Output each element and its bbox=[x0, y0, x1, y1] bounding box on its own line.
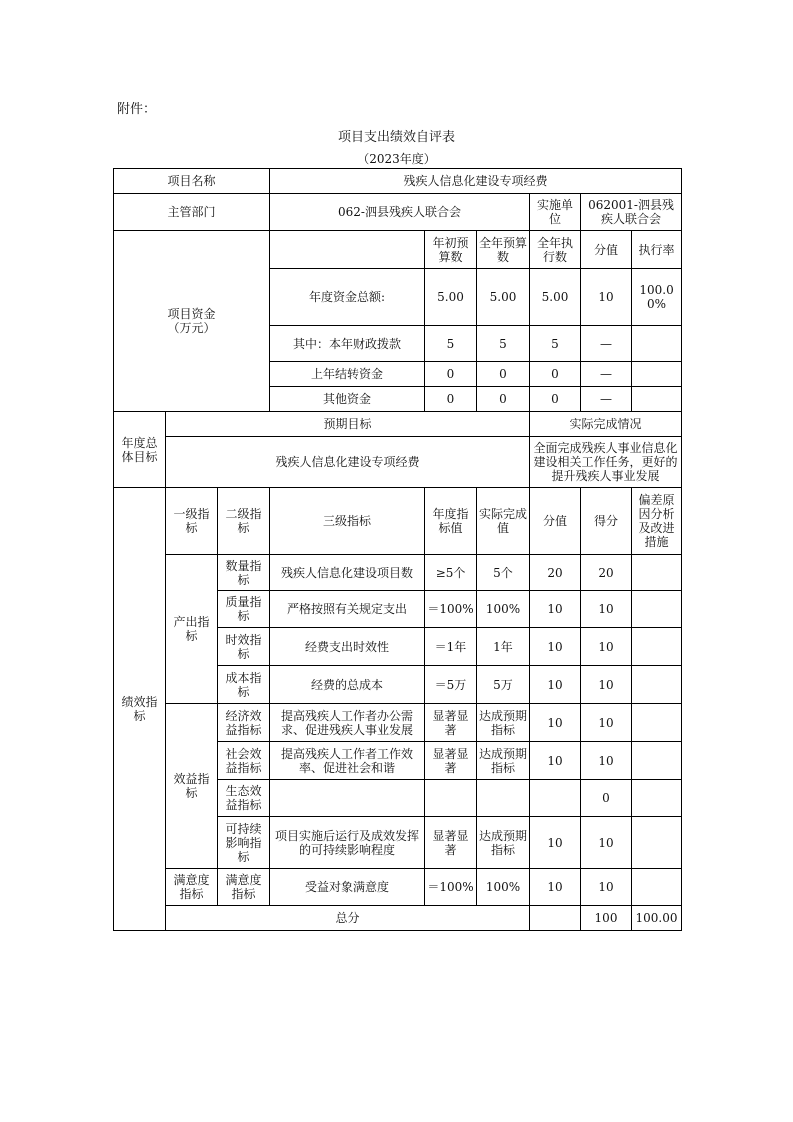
level3-indicator: 提高残疾人工作者办公需求、促进残疾人事业发展 bbox=[270, 704, 425, 742]
form-title: 项目支出绩效自评表 bbox=[337, 130, 455, 145]
score: 10 bbox=[581, 666, 632, 704]
funds-cell bbox=[632, 387, 682, 412]
funds-cell bbox=[632, 326, 682, 362]
score: 10 bbox=[581, 628, 632, 666]
score: 10 bbox=[581, 817, 632, 869]
funds-cell: 10 bbox=[581, 269, 632, 326]
score-value: 10 bbox=[530, 704, 581, 742]
deviation-note bbox=[632, 591, 682, 628]
indicator-header: 得分 bbox=[581, 488, 632, 555]
actual-value: 5个 bbox=[477, 555, 530, 591]
deviation-note bbox=[632, 666, 682, 704]
actual-result-label: 实际完成情况 bbox=[530, 412, 682, 437]
annual-goal-label: 年度总体目标 bbox=[114, 412, 166, 488]
deviation-note bbox=[632, 742, 682, 780]
score-value: 10 bbox=[530, 742, 581, 780]
level1-indicator: 满意度指标 bbox=[166, 869, 218, 906]
funds-cell: 0 bbox=[530, 362, 581, 387]
funds-cell: 5.00 bbox=[425, 269, 477, 326]
score: 0 bbox=[581, 780, 632, 817]
score-value: 20 bbox=[530, 555, 581, 591]
funds-cell: 5 bbox=[530, 326, 581, 362]
total-empty bbox=[530, 906, 581, 931]
funds-header: 全年预算数 bbox=[477, 231, 530, 269]
indicator-header: 一级指标 bbox=[166, 488, 218, 555]
actual-value: 100% bbox=[477, 591, 530, 628]
score-value: 10 bbox=[530, 666, 581, 704]
level2-indicator: 时效指标 bbox=[218, 628, 270, 666]
dept-value: 062-泗县残疾人联合会 bbox=[270, 194, 530, 231]
level1-indicator: 效益指标 bbox=[166, 704, 218, 869]
dept-label: 主管部门 bbox=[114, 194, 270, 231]
funds-cell: 100.00% bbox=[632, 269, 682, 326]
score: 10 bbox=[581, 591, 632, 628]
target-value: 显著显著 bbox=[425, 704, 477, 742]
target-value bbox=[425, 780, 477, 817]
level3-indicator: 严格按照有关规定支出 bbox=[270, 591, 425, 628]
level2-indicator: 成本指标 bbox=[218, 666, 270, 704]
indicator-header: 偏差原因分析及改进措施 bbox=[632, 488, 682, 555]
expected-goal: 残疾人信息化建设专项经费 bbox=[166, 437, 530, 488]
deviation-note bbox=[632, 817, 682, 869]
level2-indicator: 数量指标 bbox=[218, 555, 270, 591]
funds-header: 年初预算数 bbox=[425, 231, 477, 269]
funds-row-name: 其他资金 bbox=[270, 387, 425, 412]
level3-indicator: 残疾人信息化建设项目数 bbox=[270, 555, 425, 591]
indicator-header: 年度指标值 bbox=[425, 488, 477, 555]
funds-header: 全年执行数 bbox=[530, 231, 581, 269]
score-value: 10 bbox=[530, 628, 581, 666]
score-value: 10 bbox=[530, 817, 581, 869]
target-value: ＝1年 bbox=[425, 628, 477, 666]
funds-row-name: 上年结转资金 bbox=[270, 362, 425, 387]
level2-indicator: 生态效益指标 bbox=[218, 780, 270, 817]
target-value: ＝100% bbox=[425, 869, 477, 906]
score-value: 10 bbox=[530, 591, 581, 628]
deviation-note bbox=[632, 555, 682, 591]
funds-cell: — bbox=[581, 326, 632, 362]
form-year: （2023年度） bbox=[357, 152, 436, 166]
funds-row-name: 年度资金总额: bbox=[270, 269, 425, 326]
self-evaluation-table bbox=[113, 168, 682, 931]
actual-value: 100% bbox=[477, 869, 530, 906]
actual-value: 1年 bbox=[477, 628, 530, 666]
deviation-note bbox=[632, 628, 682, 666]
actual-value: 达成预期指标 bbox=[477, 742, 530, 780]
funds-cell: 0 bbox=[425, 362, 477, 387]
funds-cell: — bbox=[581, 387, 632, 412]
attachment-label: 附件： bbox=[117, 102, 157, 117]
actual-value bbox=[477, 780, 530, 817]
total-score: 100.00 bbox=[632, 906, 682, 931]
impl-label: 实施单位 bbox=[530, 194, 581, 231]
target-value: ＝100% bbox=[425, 591, 477, 628]
indicator-header: 实际完成值 bbox=[477, 488, 530, 555]
actual-value: 5万 bbox=[477, 666, 530, 704]
funds-cell: 5.00 bbox=[477, 269, 530, 326]
performance-indicators-label: 绩效指标 bbox=[114, 488, 166, 931]
level3-indicator: 经费支出时效性 bbox=[270, 628, 425, 666]
score: 10 bbox=[581, 742, 632, 780]
level3-indicator: 经费的总成本 bbox=[270, 666, 425, 704]
funds-row-name: 其中：本年财政拨款 bbox=[270, 326, 425, 362]
total-label: 总分 bbox=[166, 906, 530, 931]
actual-result: 全面完成残疾人事业信息化建设相关工作任务，更好的提升残疾人事业发展 bbox=[530, 437, 682, 488]
level1-indicator: 产出指标 bbox=[166, 555, 218, 704]
level2-indicator: 经济效益指标 bbox=[218, 704, 270, 742]
actual-value: 达成预期指标 bbox=[477, 704, 530, 742]
target-value: ≥5个 bbox=[425, 555, 477, 591]
funds-cell: 5 bbox=[425, 326, 477, 362]
total-value: 100 bbox=[581, 906, 632, 931]
target-value: ＝5万 bbox=[425, 666, 477, 704]
funds-cell: 5.00 bbox=[530, 269, 581, 326]
level2-indicator: 满意度指标 bbox=[218, 869, 270, 906]
deviation-note bbox=[632, 704, 682, 742]
funds-cell: 0 bbox=[477, 387, 530, 412]
project-name: 残疾人信息化建设专项经费 bbox=[270, 169, 682, 194]
score: 20 bbox=[581, 555, 632, 591]
indicator-header: 分值 bbox=[530, 488, 581, 555]
target-value: 显著显著 bbox=[425, 742, 477, 780]
deviation-note bbox=[632, 869, 682, 906]
funds-header: 分值 bbox=[581, 231, 632, 269]
funds-cell: 5 bbox=[477, 326, 530, 362]
level2-indicator: 社会效益指标 bbox=[218, 742, 270, 780]
actual-value: 达成预期指标 bbox=[477, 817, 530, 869]
level3-indicator: 受益对象满意度 bbox=[270, 869, 425, 906]
expected-goal-label: 预期目标 bbox=[166, 412, 530, 437]
indicator-header: 二级指标 bbox=[218, 488, 270, 555]
funds-cell: 0 bbox=[425, 387, 477, 412]
impl-value: 062001-泗县残疾人联合会 bbox=[581, 194, 682, 231]
score-value: 10 bbox=[530, 869, 581, 906]
level3-indicator bbox=[270, 780, 425, 817]
level3-indicator: 项目实施后运行及成效发挥的可持续影响程度 bbox=[270, 817, 425, 869]
target-value: 显著显著 bbox=[425, 817, 477, 869]
project-name-label: 项目名称 bbox=[114, 169, 270, 194]
funds-cell: 0 bbox=[477, 362, 530, 387]
score-value bbox=[530, 780, 581, 817]
funds-corner bbox=[270, 231, 425, 269]
deviation-note bbox=[632, 780, 682, 817]
funds-header: 执行率 bbox=[632, 231, 682, 269]
funds-label: 项目资金 （万元） bbox=[114, 231, 270, 412]
score: 10 bbox=[581, 704, 632, 742]
funds-cell: 0 bbox=[530, 387, 581, 412]
level3-indicator: 提高残疾人工作者工作效率、促进社会和谐 bbox=[270, 742, 425, 780]
funds-cell bbox=[632, 362, 682, 387]
score: 10 bbox=[581, 869, 632, 906]
level2-indicator: 质量指标 bbox=[218, 591, 270, 628]
funds-cell: — bbox=[581, 362, 632, 387]
level2-indicator: 可持续影响指标 bbox=[218, 817, 270, 869]
indicator-header: 三级指标 bbox=[270, 488, 425, 555]
